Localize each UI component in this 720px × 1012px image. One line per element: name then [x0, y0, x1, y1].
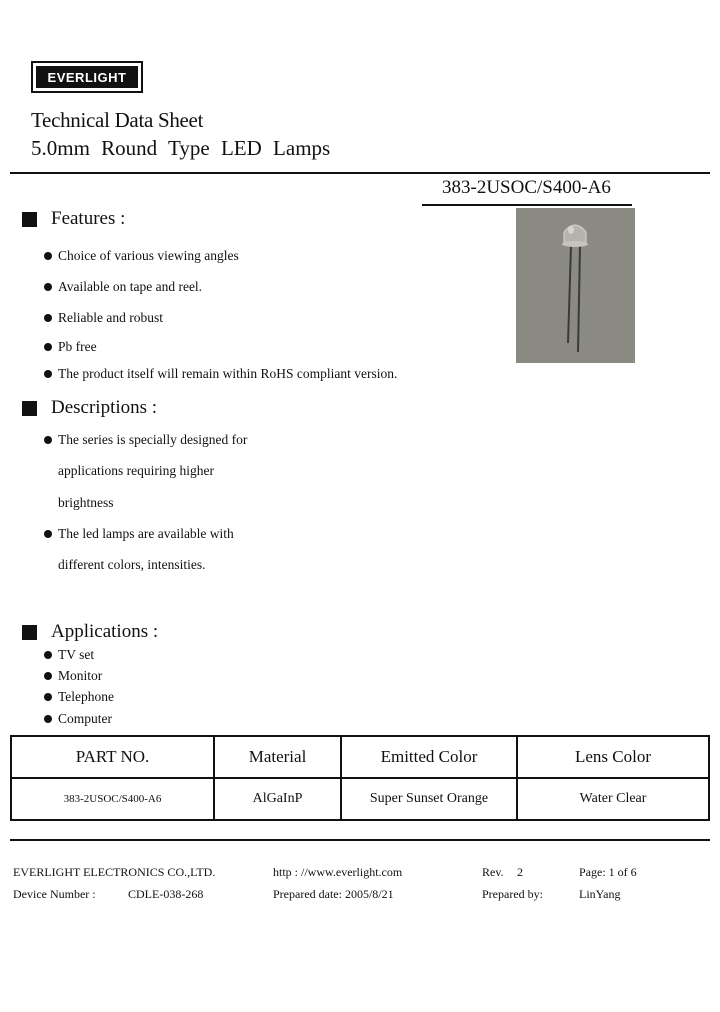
spec-table — [10, 735, 710, 821]
feature-item: Available on tape and reel. — [44, 279, 202, 295]
product-title: 5.0mm Round Type LED Lamps — [31, 136, 331, 160]
logo-text: EVERLIGHT — [36, 66, 138, 88]
bullet-dot-icon — [44, 436, 52, 444]
bullet-dot-icon — [44, 693, 52, 701]
descriptions-heading-text: Descriptions : — [51, 397, 158, 418]
website-link[interactable]: http : //www.everlight.com — [273, 865, 403, 879]
feature-item: The product itself will remain within RoHS compliant version. — [44, 366, 397, 382]
cell-part-no: 383-2USOC/S400-A6 — [11, 778, 214, 820]
prepared-by-value: LinYang — [579, 887, 621, 901]
bullet-dot-icon — [44, 530, 52, 538]
cell-material: AlGaInP — [214, 778, 341, 820]
everlight-logo — [31, 61, 143, 93]
application-item: TV set — [44, 647, 94, 663]
description-item: The led lamps are available with — [44, 526, 234, 542]
part-number-heading: 383-2USOC/S400-A6 — [442, 177, 611, 198]
features-heading — [22, 208, 125, 230]
revision-value: 2 — [517, 865, 523, 879]
features-heading-text: Features : — [51, 208, 126, 229]
bullet-dot-icon — [44, 651, 52, 659]
feature-item: Pb free — [44, 339, 97, 355]
header-lens-color: Lens Color — [517, 736, 709, 778]
header-emitted-color: Emitted Color — [341, 736, 517, 778]
part-number-underline — [422, 204, 632, 206]
bullet-dot-icon — [44, 283, 52, 291]
document-title: Technical Data Sheet — [31, 108, 204, 132]
applications-heading — [22, 621, 158, 643]
application-item: Monitor — [44, 668, 102, 684]
prepared-by-label: Prepared by: — [482, 887, 543, 901]
feature-item: Choice of various viewing angles — [44, 248, 239, 264]
led-photo — [516, 208, 635, 363]
company-name: EVERLIGHT ELECTRONICS CO.,LTD. — [13, 865, 216, 879]
bullet-dot-icon — [44, 715, 52, 723]
bullet-dot-icon — [44, 252, 52, 260]
footer-divider — [10, 839, 710, 841]
square-bullet-icon — [22, 401, 37, 416]
application-item: Computer — [44, 711, 112, 727]
cell-emitted-color: Super Sunset Orange — [341, 778, 517, 820]
applications-heading-text: Applications : — [51, 621, 159, 642]
page-number: Page: 1 of 6 — [579, 865, 637, 879]
description-item: The series is specially designed for — [44, 432, 247, 448]
description-line: different colors, intensities. — [58, 557, 206, 572]
revision-label: Rev. — [482, 865, 504, 879]
header-part-no: PART NO. — [11, 736, 214, 778]
description-line: applications requiring higher — [58, 463, 214, 478]
led-lamp-image — [516, 208, 635, 363]
device-number-label: Device Number : — [13, 887, 96, 901]
cell-lens-color: Water Clear — [517, 778, 709, 820]
table-row — [11, 778, 709, 820]
bullet-dot-icon — [44, 672, 52, 680]
device-number-value: CDLE-038-268 — [128, 887, 204, 901]
table-header-row — [11, 736, 709, 778]
descriptions-heading — [22, 397, 157, 419]
prepared-date: Prepared date: 2005/8/21 — [273, 887, 394, 901]
feature-item: Reliable and robust — [44, 310, 163, 326]
header-divider — [10, 172, 710, 174]
description-line: brightness — [58, 495, 114, 510]
bullet-dot-icon — [44, 343, 52, 351]
square-bullet-icon — [22, 625, 37, 640]
square-bullet-icon — [22, 212, 37, 227]
application-item: Telephone — [44, 689, 114, 705]
header-material: Material — [214, 736, 341, 778]
bullet-dot-icon — [44, 314, 52, 322]
bullet-dot-icon — [44, 370, 52, 378]
